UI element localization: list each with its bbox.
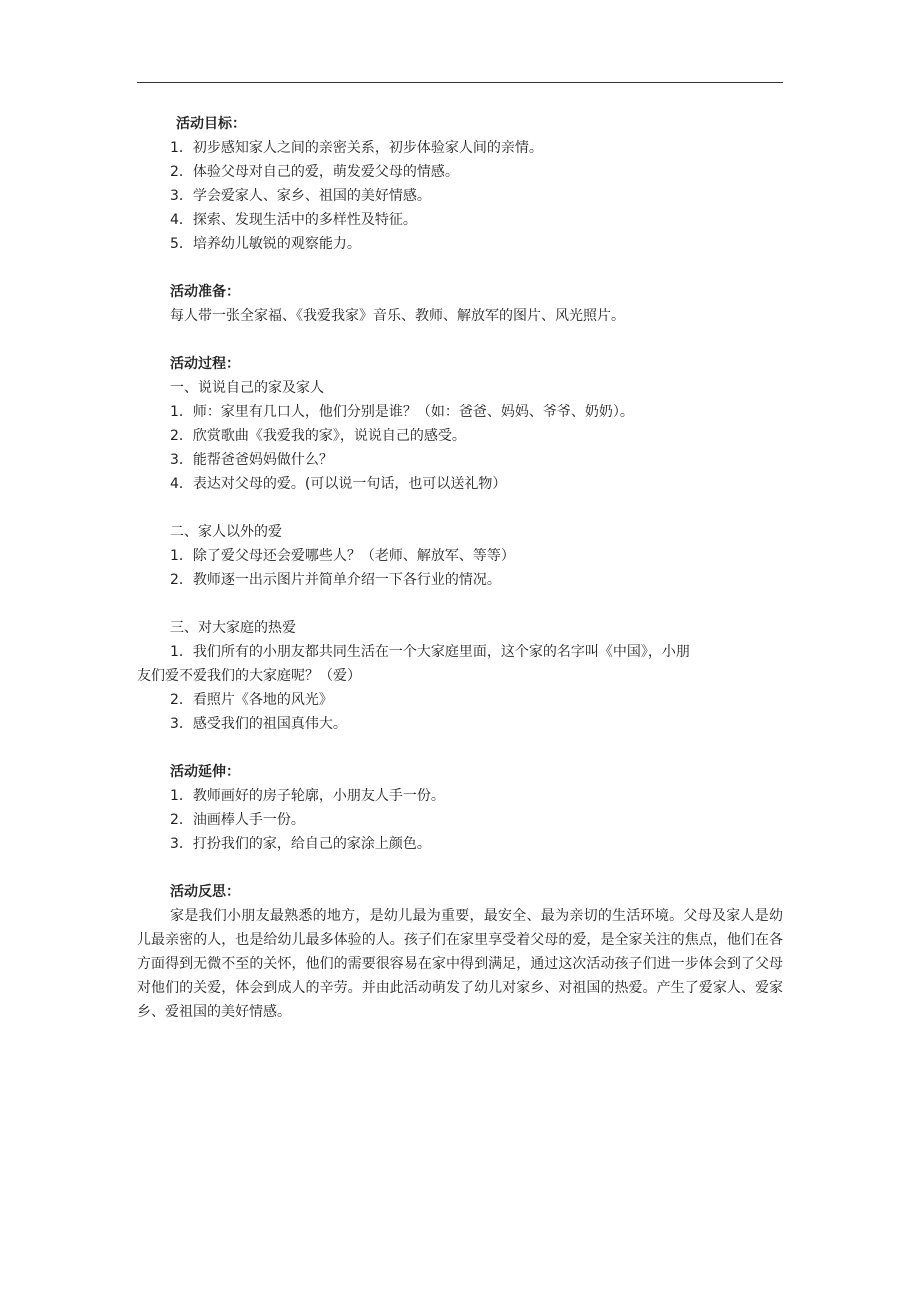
goals-item: 3．学会爱家人、家乡、祖国的美好情感。 xyxy=(170,188,431,204)
spacer xyxy=(170,256,783,280)
process-part3-item: 3．感受我们的祖国真伟大。 xyxy=(170,716,347,732)
process-part3-item1-line2: 友们爱不爱我们的大家庭呢？（爱） xyxy=(137,668,361,684)
extension-item: 2．油画棒人手一份。 xyxy=(170,812,305,828)
header-rule xyxy=(137,82,783,83)
spacer xyxy=(170,736,783,760)
preparation-text: 每人带一张全家福、《我爱我家》音乐、教师、解放军的图片、风光照片。 xyxy=(170,308,625,324)
spacer xyxy=(170,496,783,520)
goals-heading: 活动目标： xyxy=(176,116,246,132)
process-part1-item: 2．欣赏歌曲《我爱我的家》，说说自己的感受。 xyxy=(170,428,466,444)
reflection-paragraph: 家是我们小朋友最熟悉的地方，是幼儿最为重要，最安全、最为亲切的生活环境。父母及家人是幼儿最亲密的人，也是给幼儿最多体验的人。孩子们在家里享受着父母的爱，是全家关注的焦点，他们在各方面得到无微不至的关怀，他们的需要很容易在家中得到满足，通过这次活动孩子们进一步体会到了父母对他们的关爱，体会到成人的辛劳。并由此活动萌发了幼儿对家乡、对祖国的热爱。产生了爱家人、爱家乡、爱祖国的美好情感。 xyxy=(137,908,783,1020)
preparation-heading: 活动准备： xyxy=(170,284,240,300)
process-part1-item: 3．能帮爸爸妈妈做什么？ xyxy=(170,452,333,468)
spacer xyxy=(170,856,783,880)
goals-item: 5．培养幼儿敏锐的观察能力。 xyxy=(170,236,361,252)
process-part1-item: 4．表达对父母的爱。(可以说一句话，也可以送礼物） xyxy=(170,476,507,492)
goals-item: 2．体验父母对自己的爱，萌发爱父母的情感。 xyxy=(170,164,459,180)
process-part3-item1-line1: 1．我们所有的小朋友都共同生活在一个大家庭里面，这个家的名字叫《中国》，小朋 xyxy=(170,644,690,660)
process-part1-item: 1．师：家里有几口人，他们分别是谁？（如：爸爸、妈妈、爷爷、奶奶）。 xyxy=(170,404,634,420)
process-heading: 活动过程： xyxy=(170,356,240,372)
process-part2-item: 1．除了爱父母还会爱哪些人？（老师、解放军、等等） xyxy=(170,548,515,564)
extension-item: 3．打扮我们的家，给自己的家涂上颜色。 xyxy=(170,836,431,852)
goals-item: 4．探索、发现生活中的多样性及特征。 xyxy=(170,212,417,228)
process-part2-item: 2．教师逐一出示图片并简单介绍一下各行业的情况。 xyxy=(170,572,501,588)
extension-item: 1．教师画好的房子轮廓，小朋友人手一份。 xyxy=(170,788,445,804)
document-body xyxy=(137,112,783,1024)
process-part2-title: 二、家人以外的爱 xyxy=(170,524,282,540)
spacer xyxy=(170,328,783,352)
process-part3-title: 三、对大家庭的热爱 xyxy=(170,620,296,636)
process-part3-item: 2．看照片《各地的风光》 xyxy=(170,692,333,708)
extension-heading: 活动延伸： xyxy=(170,764,240,780)
goals-item: 1．初步感知家人之间的亲密关系，初步体验家人间的亲情。 xyxy=(170,140,543,156)
spacer xyxy=(170,592,783,616)
reflection-heading: 活动反思： xyxy=(170,884,240,900)
process-part1-title: 一、说说自己的家及家人 xyxy=(170,380,324,396)
